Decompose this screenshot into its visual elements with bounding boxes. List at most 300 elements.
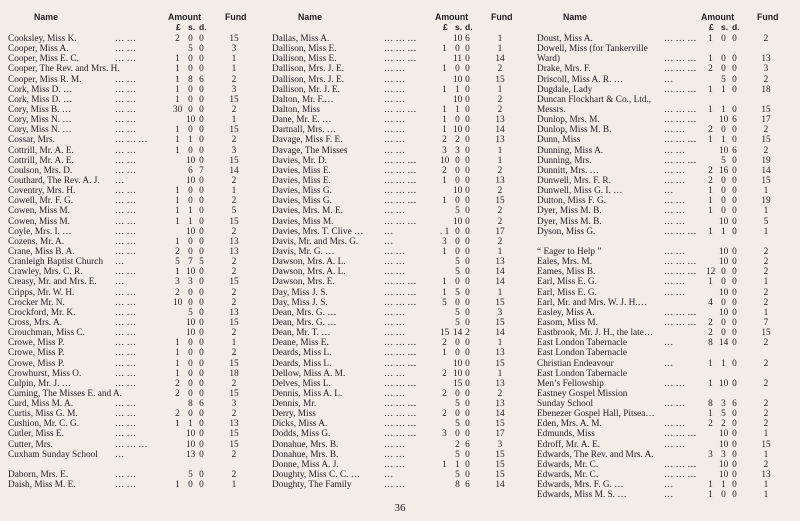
donor-name: Easom, Miss M. bbox=[537, 317, 598, 328]
leader-dots: … … bbox=[384, 388, 405, 399]
amount-pence: 0 bbox=[465, 145, 470, 156]
section-gap bbox=[537, 237, 795, 247]
amount-shillings: 0 bbox=[455, 429, 460, 440]
donor-name: Donne, Miss A. J. bbox=[272, 459, 339, 470]
donor-name: Dallison, Miss E. bbox=[272, 44, 337, 55]
leader-dots: … … bbox=[115, 358, 136, 369]
amount-shillings: 1 bbox=[721, 480, 726, 491]
amount-pence: 0 bbox=[199, 287, 204, 298]
donor-name: Eastney Gospel Mission bbox=[537, 388, 628, 399]
amount-shillings: 0 bbox=[455, 297, 460, 308]
amount-shillings: 0 bbox=[721, 54, 726, 65]
amount-shillings: 0 bbox=[721, 186, 726, 197]
fund-number: 7 bbox=[763, 317, 769, 328]
leader-dots: … … … bbox=[384, 297, 417, 308]
fund-number: 2 bbox=[231, 135, 237, 146]
amount-shillings: 8 bbox=[188, 399, 193, 410]
leader-dots: … … bbox=[115, 246, 136, 257]
header-fund: Fund bbox=[757, 12, 779, 22]
list-item bbox=[8, 75, 266, 85]
list-item bbox=[272, 75, 532, 85]
amount-pounds: 5 bbox=[175, 257, 180, 268]
leader-dots: … … bbox=[384, 267, 405, 278]
amount-pence: 0 bbox=[199, 348, 204, 359]
list-item bbox=[8, 328, 266, 338]
amount-shillings: 10 bbox=[719, 287, 729, 298]
amount-shillings: 0 bbox=[455, 44, 460, 55]
amount-shillings: 3 bbox=[455, 145, 460, 156]
amount-pence: 0 bbox=[199, 155, 204, 166]
donor-name: Cork, Miss D. … bbox=[8, 84, 73, 95]
fund-number: 14 bbox=[761, 165, 771, 176]
fund-number: 2 bbox=[763, 378, 769, 389]
fund-number: 14 bbox=[495, 54, 505, 65]
amount-shillings: 10 bbox=[719, 216, 729, 227]
leader-dots: … … bbox=[664, 439, 685, 450]
leader-dots: … … bbox=[115, 348, 136, 359]
amount-pence: 0 bbox=[732, 439, 737, 450]
fund-number: 15 bbox=[229, 388, 239, 399]
fund-number: 13 bbox=[495, 257, 505, 268]
leader-dots: … … bbox=[115, 34, 136, 44]
list-item bbox=[8, 440, 266, 450]
amount-pounds: 3 bbox=[708, 449, 713, 460]
amount-pence: 0 bbox=[732, 409, 737, 420]
leader-dots: … … … bbox=[115, 439, 148, 450]
fund-number: 3 bbox=[763, 64, 769, 75]
donor-name: Dugdale, Lady bbox=[537, 84, 593, 95]
donor-name: Dunlop, Miss M. B. bbox=[537, 125, 612, 136]
amount-shillings: 0 bbox=[188, 84, 193, 95]
amount-pounds: 4 bbox=[708, 297, 713, 308]
leader-dots: … … … bbox=[384, 348, 417, 359]
list-item bbox=[272, 125, 532, 135]
amount-pence: 0 bbox=[732, 216, 737, 227]
fund-number: 15 bbox=[761, 135, 771, 146]
list-item bbox=[272, 206, 532, 216]
amount-shillings: 0 bbox=[188, 236, 193, 247]
donor-name: Dunn, Miss bbox=[537, 135, 581, 146]
fund-number: 1 bbox=[497, 338, 503, 349]
fund-number: 15 bbox=[229, 125, 239, 136]
list-item bbox=[537, 480, 795, 490]
list-item bbox=[8, 176, 266, 186]
amount-pence: 0 bbox=[732, 155, 737, 166]
amount-pounds: 1 bbox=[442, 175, 447, 186]
amount-shillings: 7 bbox=[188, 257, 193, 268]
fund-number: 17 bbox=[761, 115, 771, 126]
list-item bbox=[537, 359, 795, 369]
amount-pounds: 2 bbox=[175, 378, 180, 389]
leader-dots: … … bbox=[115, 125, 136, 136]
leader-dots: … bbox=[115, 175, 125, 186]
leader-dots: … … … bbox=[664, 307, 697, 318]
amount-shillings: 10 bbox=[719, 470, 729, 481]
fund-number: 2 bbox=[763, 246, 769, 257]
amount-pence: 0 bbox=[199, 409, 204, 420]
amount-pence: 6 bbox=[465, 439, 470, 450]
leader-dots: … … bbox=[115, 186, 136, 197]
fund-number: 14 bbox=[495, 267, 505, 278]
amount-pence: 0 bbox=[199, 226, 204, 237]
amount-pence: 0 bbox=[199, 54, 204, 65]
amount-pence: 0 bbox=[199, 135, 204, 146]
list-item bbox=[537, 217, 795, 227]
leader-dots: … bbox=[664, 490, 674, 501]
leader-dots: … bbox=[115, 277, 125, 288]
list-item bbox=[537, 308, 795, 318]
leader-dots: … … bbox=[115, 115, 136, 126]
amount-shillings: 3 bbox=[188, 277, 193, 288]
amount-pounds: 1 bbox=[175, 348, 180, 359]
donor-name: Crowe, Miss P. bbox=[8, 348, 65, 359]
amount-pounds: 3 bbox=[175, 277, 180, 288]
amount-pence: 0 bbox=[465, 175, 470, 186]
amount-shillings: 10 bbox=[719, 115, 729, 126]
amount-shillings: 5 bbox=[455, 287, 460, 298]
leader-dots: … … bbox=[115, 54, 136, 65]
fund-number: 18 bbox=[229, 368, 239, 379]
leader-dots: … … bbox=[384, 368, 405, 379]
amount-pounds: 2 bbox=[708, 175, 713, 186]
amount-shillings: 3 bbox=[721, 399, 726, 410]
leader-dots: … … bbox=[664, 175, 685, 186]
leader-dots: … … bbox=[384, 328, 405, 339]
list-item bbox=[272, 166, 532, 176]
donor-name: Cory, Miss B. … bbox=[8, 104, 72, 115]
list-item bbox=[8, 54, 266, 64]
fund-number: 15 bbox=[761, 175, 771, 186]
leader-dots: … … … bbox=[384, 165, 417, 176]
leader-dots: … … bbox=[115, 104, 136, 115]
amount-shillings: 1 bbox=[721, 104, 726, 115]
leader-dots: … … bbox=[115, 317, 136, 328]
list-item bbox=[8, 338, 266, 348]
leader-dots: … … … bbox=[664, 459, 697, 470]
leader-dots: … bbox=[664, 338, 674, 349]
amount-pence: 0 bbox=[465, 297, 470, 308]
fund-number: 5 bbox=[763, 216, 769, 227]
amount-pence: 0 bbox=[465, 135, 470, 146]
fund-number: 1 bbox=[497, 84, 503, 95]
fund-number: 14 bbox=[495, 125, 505, 136]
header-pounds: £ bbox=[709, 22, 714, 32]
donor-name: Daborn, Mrs. E. bbox=[8, 470, 69, 481]
header-amount: Amount bbox=[701, 12, 735, 22]
amount-shillings: 0 bbox=[188, 125, 193, 136]
amount-shillings: 10 bbox=[719, 257, 729, 268]
list-item bbox=[537, 64, 795, 74]
fund-number: 1 bbox=[497, 155, 503, 166]
amount-pence: 0 bbox=[465, 287, 470, 298]
amount-shillings: 1 bbox=[455, 84, 460, 95]
amount-shillings: 0 bbox=[721, 64, 726, 75]
amount-pence: 0 bbox=[732, 186, 737, 197]
list-item bbox=[272, 359, 532, 369]
amount-pence: 0 bbox=[732, 378, 737, 389]
amount-pounds: 1 bbox=[442, 246, 447, 257]
list-item bbox=[537, 419, 795, 429]
amount-pence: 0 bbox=[732, 328, 737, 339]
donor-name: Cooper, Miss R. M. bbox=[8, 74, 82, 85]
amount-shillings: 1 bbox=[721, 84, 726, 95]
leader-dots: … … … bbox=[664, 135, 697, 146]
donor-name: Dunwell, Mrs. F. R. bbox=[537, 175, 611, 186]
leader-dots: … … … bbox=[384, 104, 417, 115]
donor-name: Cork, Miss D. … bbox=[8, 94, 73, 105]
amount-shillings: 5 bbox=[721, 155, 726, 166]
list-item bbox=[8, 247, 266, 257]
amount-shillings: 10 bbox=[453, 216, 463, 227]
fund-number: 1 bbox=[763, 480, 769, 491]
amount-pounds: 1 bbox=[442, 287, 447, 298]
leader-dots: … … bbox=[384, 74, 405, 85]
amount-pence: 0 bbox=[732, 104, 737, 115]
donor-name: Dyer, Miss M. B. bbox=[537, 206, 602, 217]
amount-shillings: 10 bbox=[719, 459, 729, 470]
amount-shillings: 0 bbox=[721, 297, 726, 308]
donor-name: Cottrill, Mr. A. E. bbox=[8, 145, 74, 156]
fund-number: 1 bbox=[497, 34, 503, 44]
column-header bbox=[8, 10, 266, 34]
fund-number: 15 bbox=[229, 317, 239, 328]
amount-shillings: 0 bbox=[721, 175, 726, 186]
fund-number: 15 bbox=[229, 429, 239, 440]
amount-shillings: 0 bbox=[455, 409, 460, 420]
donor-name: Crowhurst, Miss O. bbox=[8, 368, 82, 379]
amount-shillings: 8 bbox=[188, 74, 193, 85]
amount-pence: 0 bbox=[732, 358, 737, 369]
list-item bbox=[8, 369, 266, 379]
amount-pence: 0 bbox=[199, 277, 204, 288]
list-item bbox=[537, 95, 795, 105]
fund-number: 2 bbox=[497, 206, 503, 217]
list-item bbox=[272, 105, 532, 115]
donor-name: Crouchman, Miss C. bbox=[8, 328, 85, 339]
amount-pounds: 1 bbox=[708, 196, 713, 207]
fund-number: 14 bbox=[495, 328, 505, 339]
donor-name: Dennis, Mr. bbox=[272, 399, 317, 410]
amount-pence: 0 bbox=[732, 459, 737, 470]
fund-number: 2 bbox=[231, 226, 237, 237]
amount-shillings: 10 bbox=[453, 94, 463, 105]
amount-pounds: 12 bbox=[706, 267, 716, 278]
amount-shillings: 0 bbox=[721, 490, 726, 501]
amount-pence: 0 bbox=[199, 338, 204, 349]
fund-number: 2 bbox=[763, 34, 769, 44]
amount-pounds: 2 bbox=[708, 419, 713, 430]
fund-number: 1 bbox=[497, 44, 503, 55]
donor-name: Edwards, The Rev. and Mrs. A. bbox=[537, 449, 654, 460]
amount-shillings: 10 bbox=[186, 115, 196, 126]
list-item bbox=[272, 54, 532, 64]
amount-pence: 0 bbox=[732, 287, 737, 298]
list-item bbox=[8, 257, 266, 267]
amount-shillings: 5 bbox=[188, 470, 193, 481]
donor-name: Derry, Miss bbox=[272, 409, 316, 420]
fund-number: 3 bbox=[231, 44, 237, 55]
fund-number: 13 bbox=[229, 307, 239, 318]
list-item bbox=[8, 95, 266, 105]
amount-pence: 0 bbox=[732, 307, 737, 318]
leader-dots: … … … bbox=[384, 44, 417, 55]
list-item bbox=[272, 348, 532, 358]
donor-name: Dunning, Mrs. bbox=[537, 155, 592, 166]
header-name: Name bbox=[563, 12, 587, 22]
amount-shillings: 10 bbox=[453, 125, 463, 136]
amount-shillings: 0 bbox=[188, 94, 193, 105]
amount-shillings: 0 bbox=[188, 338, 193, 349]
donor-name: Dodds, Miss G. bbox=[272, 429, 331, 440]
list-item bbox=[8, 146, 266, 156]
list-item bbox=[8, 288, 266, 298]
amount-shillings: 5 bbox=[188, 307, 193, 318]
list-item bbox=[8, 389, 266, 399]
amount-shillings: 0 bbox=[455, 246, 460, 257]
donor-name: Dunning, Miss A. bbox=[537, 145, 604, 156]
amount-pence: 0 bbox=[465, 115, 470, 126]
list-item bbox=[272, 237, 532, 247]
donor-name: Dyson, Miss G. bbox=[537, 226, 596, 237]
amount-pence: 0 bbox=[199, 216, 204, 227]
leader-dots: … … bbox=[384, 94, 405, 105]
list-item bbox=[537, 75, 795, 85]
column-2 bbox=[272, 10, 532, 490]
header-name: Name bbox=[34, 12, 58, 22]
amount-pounds: 1 bbox=[175, 368, 180, 379]
amount-pence: 0 bbox=[465, 317, 470, 328]
donor-name: Davis, Mr. G. … bbox=[272, 246, 335, 257]
amount-pence: 0 bbox=[465, 307, 470, 318]
fund-number: 1 bbox=[763, 307, 769, 318]
fund-number: 1 bbox=[497, 246, 503, 257]
amount-shillings: 11 bbox=[453, 54, 462, 65]
amount-pence: 0 bbox=[465, 277, 470, 288]
list-item bbox=[537, 196, 795, 206]
amount-shillings: 0 bbox=[188, 186, 193, 197]
donor-name: Dyer, Miss M. B. bbox=[537, 216, 602, 227]
amount-shillings: 10 bbox=[719, 439, 729, 450]
fund-number: 19 bbox=[761, 155, 771, 166]
fund-number: 3 bbox=[231, 399, 237, 410]
amount-pounds: 1 bbox=[708, 480, 713, 491]
amount-pence: 0 bbox=[732, 470, 737, 481]
leader-dots: … … … bbox=[664, 429, 697, 440]
amount-pence: 0 bbox=[465, 388, 470, 399]
fund-number: 15 bbox=[495, 449, 505, 460]
list-item bbox=[272, 480, 532, 490]
fund-number: 13 bbox=[495, 135, 505, 146]
amount-pence: 0 bbox=[199, 186, 204, 197]
amount-pence: 0 bbox=[465, 84, 470, 95]
leader-dots: … … bbox=[115, 236, 136, 247]
amount-pounds: 3 bbox=[442, 429, 447, 440]
amount-shillings: 10 bbox=[186, 226, 196, 237]
amount-pence: 0 bbox=[199, 307, 204, 318]
donor-name: Dicks, Miss A. bbox=[272, 419, 328, 430]
donor-name: Dean, Mrs. G. … bbox=[272, 307, 337, 318]
leader-dots: … … … bbox=[664, 226, 697, 237]
fund-number: 14 bbox=[495, 277, 505, 288]
leader-dots: … … bbox=[115, 145, 136, 156]
donor-name: Dallison, Miss E. bbox=[272, 54, 337, 65]
leader-dots: … … bbox=[384, 480, 405, 491]
amount-shillings: 0 bbox=[188, 348, 193, 359]
amount-pounds: 1 bbox=[175, 419, 180, 430]
fund-number: 13 bbox=[495, 175, 505, 186]
list-item bbox=[537, 379, 795, 389]
fund-number: 2 bbox=[763, 358, 769, 369]
leader-dots: … … bbox=[664, 206, 685, 217]
list-item bbox=[537, 85, 795, 95]
amount-pence: 0 bbox=[732, 267, 737, 278]
amount-pounds: 1 bbox=[708, 206, 713, 217]
amount-pence: 0 bbox=[732, 54, 737, 65]
amount-shillings: 10 bbox=[453, 186, 463, 197]
fund-number: 13 bbox=[495, 399, 505, 410]
fund-number: 1 bbox=[231, 115, 237, 126]
amount-shillings: 5 bbox=[721, 74, 726, 85]
list-item bbox=[537, 166, 795, 176]
amount-pence: 0 bbox=[199, 368, 204, 379]
amount-shillings: 10 bbox=[186, 328, 196, 339]
header-shillings: s. bbox=[721, 22, 729, 32]
amount-shillings: 0 bbox=[188, 54, 193, 65]
amount-pounds: 1 bbox=[708, 378, 713, 389]
donor-name: Crane, Miss B. A. bbox=[8, 246, 75, 257]
donor-name: Donahue, Mrs. B. bbox=[272, 449, 339, 460]
fund-number: 2 bbox=[231, 175, 237, 186]
amount-shillings: 0 bbox=[721, 125, 726, 136]
list-item bbox=[272, 186, 532, 196]
fund-number: 1 bbox=[497, 287, 503, 298]
amount-pence: 0 bbox=[199, 429, 204, 440]
list-item bbox=[272, 429, 532, 439]
amount-shillings: 14 bbox=[719, 338, 729, 349]
list-item bbox=[537, 54, 795, 64]
amount-pence: 0 bbox=[199, 196, 204, 207]
amount-shillings: 0 bbox=[188, 104, 193, 115]
amount-shillings: 1 bbox=[721, 358, 726, 369]
fund-number: 15 bbox=[229, 216, 239, 227]
list-item bbox=[272, 44, 532, 54]
donor-name: Dallison, Mrs. J. E. bbox=[272, 64, 345, 75]
donor-name: Deane, Miss E. bbox=[272, 338, 329, 349]
amount-pence: 0 bbox=[732, 165, 737, 176]
list-item bbox=[8, 277, 266, 287]
list-item bbox=[8, 399, 266, 409]
fund-number: 17 bbox=[495, 226, 505, 237]
leader-dots: … … bbox=[115, 94, 136, 105]
fund-number: 2 bbox=[231, 196, 237, 207]
donor-name: Crowe, Miss P. bbox=[8, 358, 65, 369]
donor-name: Dartnall, Mrs. … bbox=[272, 125, 337, 136]
amount-pence: 0 bbox=[732, 419, 737, 430]
fund-number: 1 bbox=[763, 226, 769, 237]
amount-shillings: 1 bbox=[188, 206, 193, 217]
donor-name: Eames, Miss B. bbox=[537, 267, 596, 278]
list-item bbox=[272, 34, 532, 44]
donor-name: Cutter, Mrs. bbox=[8, 439, 53, 450]
fund-number: 15 bbox=[229, 34, 239, 44]
header-shillings: s. bbox=[188, 22, 196, 32]
amount-pence: 0 bbox=[465, 257, 470, 268]
donor-name: Sunday School bbox=[537, 399, 594, 410]
leader-dots: … … … bbox=[384, 287, 417, 298]
amount-pence: 0 bbox=[199, 104, 204, 115]
section-gap bbox=[8, 460, 266, 470]
leader-dots: … … bbox=[115, 368, 136, 379]
